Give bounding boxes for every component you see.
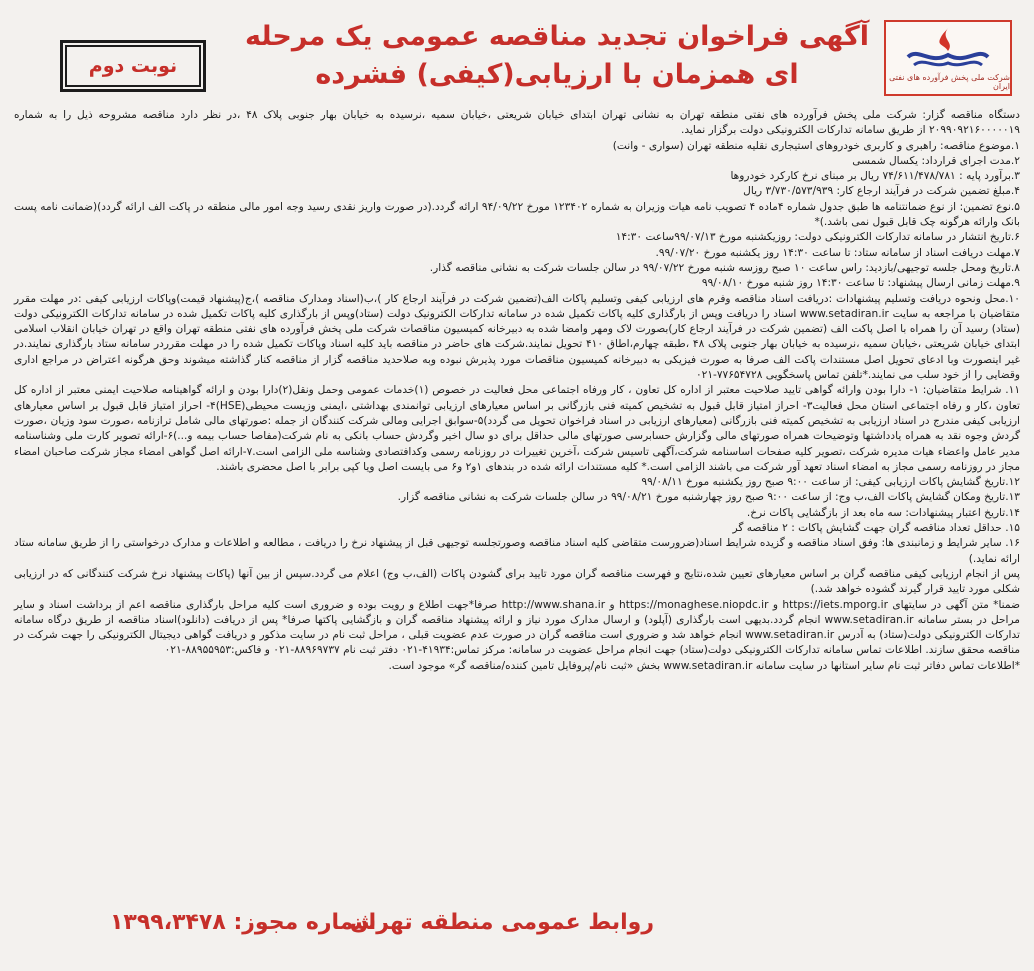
item-submission-procedure: ۱۰.محل ونحوه دریافت وتسلیم پیشنهادات :دریافت اسناد مناقصه وفرم های ارزیابی کیفی وتسلیم پاکات الف(تضمین شرکت در فرآیند ارجاع کار )،ب(اسناد ومدارک مناقصه )،ج(پیشنهاد قیمت)وپاکات ارزیابی کیفی :در مهلت مقرر متقاضیان با مراجعه به سایت www.setadiran.ir اسناد را دریافت وپس از بارگذاری کلیه پاکات تکمیل شده در سامانه تدارکات الکترونیک دولت (ستاد)وپس از بارگذاری کلیه پاکات تکمیل شده در سامانه تدارکات الکترونیکی دولت (ستاد) رسید آن را همراه با اصل پاکت الف (تضمین شرکت در فرآیند ارجاع کار)بصورت لاک ومهر وامضا شده به دبیرخانه کمیسیون مناقصات شرکت ملی پخش فرآورده های نفتی منطقه تهران واقع در تهران خیابان انقلاب اسلامی ابتدای خیابان شریعتی ،خیابان سمیه ،نرسیده به خیابان بهار جنوبی پلاک ۴۸ ،طبقه چهارم،اطاق ۴۱۰ تحویل نمایند.شرکت های حاضر در مناقصه باید کلیه اسناد وپاکات تکمیل شده را در مهلت مقرردر سامانه ستاد بارگذاری نمایند.در غیر اینصورت وبا ادعای تحویل اصل مستندات پاکت الف صرفا به صورت فیزیکی به دبیرخانه کمیسیون مناقصات مورد پذیرش نبوده وبه صلاحدید مناقصه گزار از مناقصه کنار گذاشته میشوند وحق هرگونه اعتراض در مراجع اداری وقضایی را از خود سلب می نمایند.*تلفن تماس پاسخگویی ۷۷۶۵۴۷۲۸-۰۲۱ [14, 292, 1021, 382]
announcement-body [14, 108, 1020, 674]
item-submission-deadline: ۹.مهلت زمانی ارسال پیشنهاد: تا ساعت ۱۴:۳۰ روز شنبه مورخ ۹۹/۰۸/۱۰ [701, 277, 1020, 290]
item-guarantee-amount: ۴.مبلغ تضمین شرکت در فرآیند ارجاع کار: ۳/۷۳۰/۵۷۳/۹۳۹ ریال [743, 185, 1020, 198]
item-minimum-bidders: ۱۵. حداقل تعداد مناقصه گران جهت گشایش پاکات : ۲ مناقصه گر [732, 522, 1020, 535]
public-relations-signature: روابط عمومی منطقه تهران [349, 910, 654, 935]
item-subject: ۱.موضوع مناقصه: راهبری و کاربری خودروهای استیجاری نقلیه منطقه تهران (سواری - وانت) [612, 139, 1020, 152]
announcement-header [0, 0, 1034, 110]
evaluation-note: پس از انجام ارزیابی کیفی مناقصه گران بر اساس معیارهای تعیین شده،نتایج و فهرست مناقصه گران مورد تایید برای گشودن پاکات (الف،ب وج) اعلام می گردد.سپس از بین آنها (پاکات پیشنهاد نرخ شرکت کنندگانی که در ارزیابی شکلی مورد تایید قرار گیرند گشوده خواهد شد.) [14, 567, 1020, 596]
item-other-conditions: ۱۶. سایر شرایط و زمانبندی ها: وفق اسناد مناقصه و گزیده شرایط اسناد(ضرورست متقاضی کلیه اسناد مناقصه وصورتجلسه توجیهی قبل از پیشنهاد نرخ را دریافت ، مطالعه و اطلاعات و مدارک درخواستی را از طریق سامانه ستاد ارائه نماید.) [14, 537, 1020, 565]
item-guarantee-type: ۵.نوع تضمین: از نوع ضمانتنامه ها طبق جدول شماره ۴ماده ۴ تصویب نامه هیات وزیران به شماره ۱۲۳۴۰۲ مورخ ۹۴/۰۹/۲۲ ارائه گردد.(در صورت واریز نقدی رسید وجه امور مالی منطقه در پاکت الف ارائه گردد)(ضمانت نامه پست بانک وارائه هرگونه چک قابل قبول نمی باشد.)* [14, 200, 1020, 229]
item-briefing-session: ۸.تاریخ ومحل جلسه توجیهی/بازدید: راس ساعت ۱۰ صبح روزسه شنبه مورخ ۹۹/۰۷/۲۲ در سالن جلسات شرکت به نشانی مناقصه گذار. [429, 261, 1020, 274]
permit-label: شماره مجوز: [233, 910, 377, 935]
item-duration: ۲.مدت اجرای قرارداد: یکسال شمسی [852, 154, 1020, 167]
logo-text: شرکت ملی پخش فرآورده های نفتی ایران [889, 73, 1010, 91]
announcement-title: آگهی فراخوان تجدید مناقصه عمومی یک مرحله ای همزمان با ارزیابی(کیفی) فشرده [244, 21, 870, 90]
permit-number [110, 910, 376, 935]
item-quality-opening: ۱۲.تاریخ گشایش پاکات ارزیابی کیفی: از ساعت ۹:۰۰ صبح روز یکشنبه مورخ ۹۹/۰۸/۱۱ [641, 476, 1020, 489]
item-publish-date: ۶.تاریخ انتشار در سامانه تدارکات الکترونیکی دولت: روزیکشنبه مورخ ۹۹/۰۷/۱۳ساعت ۱۴:۳۰ [615, 231, 1020, 244]
item-validity: ۱۴.تاریخ اعتبار پیشنهادات: سه ماه بعد از بازگشایی پاکات نرخ. [746, 506, 1020, 519]
item-document-deadline: ۷.مهلت دریافت اسناد از سامانه ستاد: تا ساعت ۱۴:۳۰ روز یکشنبه مورخ ۹۹/۰۷/۲۰. [655, 246, 1020, 259]
company-logo [884, 20, 1012, 96]
round-badge: نوبت دوم [60, 40, 206, 92]
flame-emblem-icon [900, 25, 996, 71]
websites-note: ضمنا* متن آگهی در سایتهای https://iets.mporg.ir و https://monaghese.niopdc.ir و http://www.shana.ir صرفا*جهت اطلاع و رویت بوده و ضروری است کلیه مراحل بارگذاری مناقصه اعم از برداشت اسناد و سایر مراحل در بستر سامانه www.setadiran.ir انجام گردد.بدیهی است بارگذاری (آپلود) و ارسال مدارک مورد نیاز و ارائه پیشنهاد مناقصه گران و بازگشایی پاکتها صرفا* پس از دریافت (دانلود)اسناد مناقصه از طریق درگاه سامانه تدارکات الکترونیکی دولت(ستاد) به آدرس www.setadiran.ir انجام خواهد شد و ضروری است مناقصه گران در صورت عدم عضویت قبلی ، مراحل ثبت نام در سایت مذکور و دریافت گواهی دیجیتال الکترونیکی را جهت شرکت در مناقصه محقق سازند. اطلاعات تماس سامانه تدارکات الکترونیکی دولت(ستاد) جهت انجام مراحل عضویت در سامانه: مرکز تماس:۴۱۹۳۴-۰۲۱ دفتر ثبت نام ۸۸۹۶۹۷۳۷-۰۲۱ و فاکس:۸۸۹۵۵۹۵۳-۰۲۱ [14, 598, 1020, 657]
registration-note: *اطلاعات تماس دفاتر ثبت نام سایر استانها در سایت سامانه www.setadiran.ir بخش «ثبت نام/پروفایل تامین کننده/مناقصه گر» موجود است. [388, 659, 1020, 672]
item-estimate: ۳.برآورد پایه : ۷۴/۶۱۱/۴۷۸/۷۸۱ ریال بر مبنای نرخ کارکرد خودروها [730, 170, 1020, 183]
item-envelope-opening: ۱۳.تاریخ ومکان گشایش پاکات الف،ب وج: از ساعت ۹:۰۰ صبح روز چهارشنبه مورخ ۹۹/۰۸/۲۱ در سالن جلسات شرکت به نشانی مناقصه گزار. [397, 491, 1020, 504]
announcement-footer [0, 900, 1034, 960]
intro-paragraph: دستگاه مناقصه گزار: شرکت ملی پخش فرآورده های نفتی منطقه تهران به نشانی تهران ابتدای خیابان شریعتی ،خیابان سمیه ،نرسیده به خیابان بهار جنوبی پلاک ۴۸ ،در نظر دارد مناقصه مشروحه ذیل را به شماره ۲۰۹۹۰۹۲۱۶۰۰۰۰۰۱۹ از طریق سامانه تدارکات الکترونیکی دولت برگزار نماید. [14, 109, 1020, 137]
permit-value: ۱۳۹۹،۳۴۷۸ [110, 910, 226, 935]
item-applicant-requirements: ۱۱. شرایط متقاضیان: ۱- دارا بودن وارائه گواهی تایید صلاحیت معتبر از اداره کل تعاون ، کار ورفاه اجتماعی محل فعالیت در خصوص (۱)خدمات عمومی وحمل ونقل(۲)دارا بودن و ارائه گواهینامه صلاحیت ایمنی معتبر از اداره کل تعاون ،کار و رفاه اجتماعی استان محل فعالیت۳- احراز امتیاز قابل قبول به تشخیص کمیته فنی بازرگانی بر اساس معیارهای ارزیابی توانمندی بهداشتی ،ایمنی وزیست محیطی(HSE)۴- احراز امتیاز قابل قبول بر اساس معیارهای ارزیابی کیفی مندرج در اسناد ارزیابی به تشخیص کمیته فنی بازرگانی (معیارهای ارزیابی در اسناد فراخوان تحویل می گردد)۵-سوابق اجرایی ومالی شرکت کنندگان از جمله :صورتهای مالی شامل ترازنامه ،صورت سود وزیان ،صورت گردش وجوه نقد به همراه یادداشتها وتوضیحات همراه صورتهای مالی وگزارش حسابرسی صورتهای مالی حداقل برای دو سال اخیر وگردش حساب بانکی به نام شرکت(مفاصا حساب بیمه و...)۶-ارائه تصویر کارت ملی وشناسنامه مدیر عامل واعضاء هیات مدیره شرکت ،تصویر کلیه صفحات اساسنامه شرکت،آگهی تاسیس شرکت ،آخرین تغییرات در روزنامه رسمی وکدافتصادی وشناسه ملی الزامی است.۷-ارائه اصل گواهی امضاء مجاز شرکت صاحبان امضاء مجاز در روزنامه رسمی مجاز به امضاء اسناد تعهد آور شرکت می باشند الزامی است.* کلیه مستندات ارائه شده در بندهای ۱و۲ و۶ می بایست اصل ویا کپی برابر با اصل محضری باشند. [14, 384, 1021, 473]
